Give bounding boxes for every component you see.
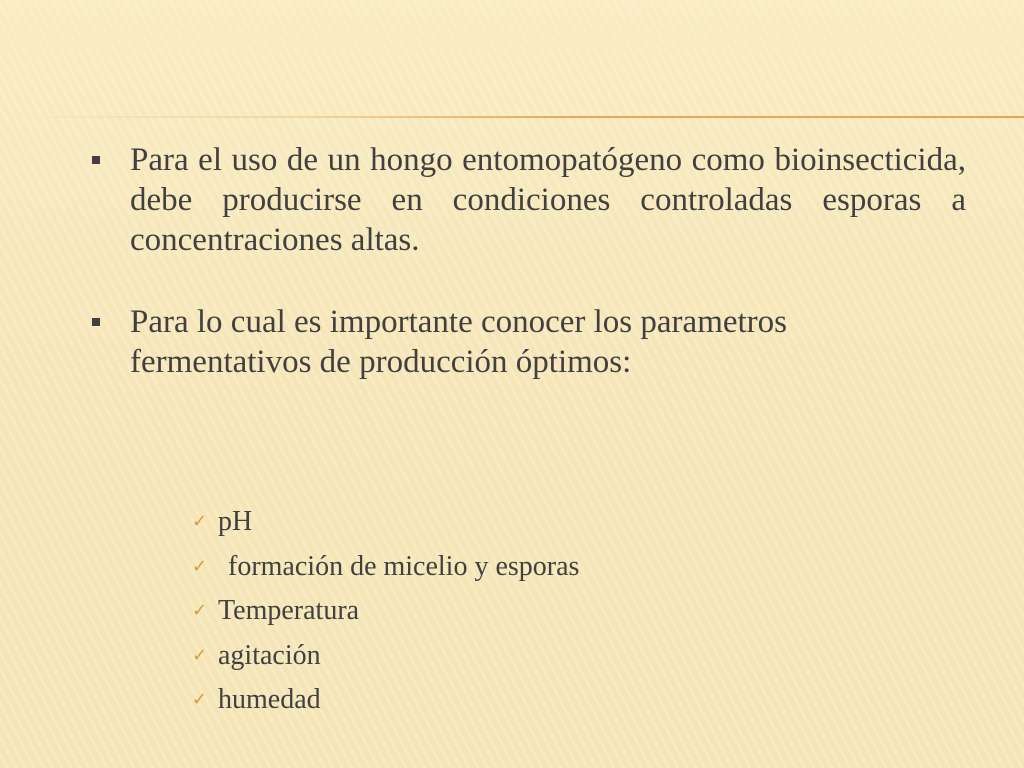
parameter-checklist	[190, 500, 579, 723]
checklist-text: agitación	[218, 639, 321, 671]
checklist-text: humedad	[218, 684, 321, 715]
top-divider-line	[0, 116, 1024, 118]
check-mark-icon: ✓	[192, 511, 208, 532]
checklist-item	[190, 634, 579, 679]
checklist-text: Temperatura	[218, 595, 360, 626]
bullet-list	[92, 140, 966, 382]
square-bullet-icon	[92, 156, 100, 164]
bullet-text: Para el uso de un hongo entomopatógeno como bioinsecticida, debe producirse en condiciones controladas esporas a concentraciones altas.	[130, 142, 966, 258]
check-mark-icon: ✓	[192, 689, 208, 710]
checklist-text: formación de micelio y esporas	[228, 550, 580, 582]
checklist-item	[190, 678, 579, 723]
checklist-item	[190, 589, 579, 634]
bullet-item	[92, 302, 850, 382]
check-mark-icon: ✓	[192, 644, 208, 666]
check-mark-icon: ✓	[192, 600, 208, 621]
checklist-text: pH	[218, 506, 253, 537]
checklist-item	[190, 545, 579, 590]
checklist-item	[190, 500, 579, 545]
bullet-text: Para lo cual es importante conocer los parametros fermentativos de producción óptimos:	[130, 304, 788, 380]
check-mark-icon: ✓	[192, 555, 208, 577]
bullet-item	[92, 140, 966, 302]
square-bullet-icon	[92, 318, 100, 326]
